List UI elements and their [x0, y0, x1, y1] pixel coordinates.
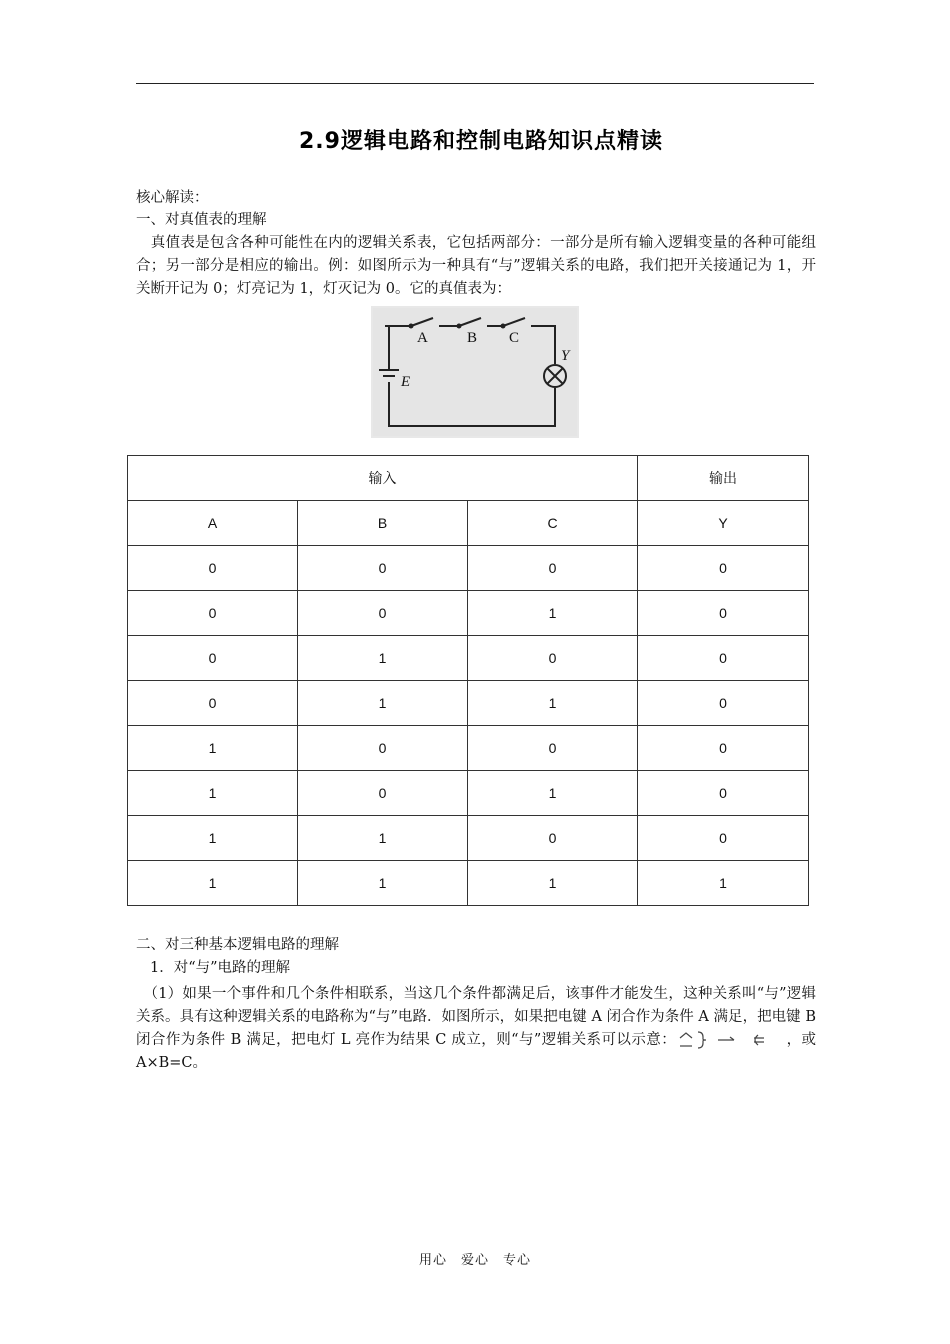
table-row [128, 771, 809, 816]
section-2-title: 二、对三种基本逻辑电路的理解 [136, 937, 339, 953]
table-cell: 0 [638, 591, 809, 636]
truth-table [127, 455, 809, 906]
table-row [128, 636, 809, 681]
table-cell: 0 [298, 591, 468, 636]
table-cell: 1 [638, 861, 809, 906]
table-cell: 0 [468, 636, 638, 681]
table-row [128, 591, 809, 636]
table-cell: 1 [298, 861, 468, 906]
table-cell: 1 [128, 861, 298, 906]
table-cell: 0 [468, 816, 638, 861]
table-cell: 0 [298, 546, 468, 591]
table-header-row [128, 456, 809, 501]
lamp-label: Y [561, 348, 570, 364]
table-cell: 1 [128, 816, 298, 861]
switch-label-a: A [417, 330, 428, 346]
section-1-paragraph: 真值表是包含各种可能性在内的逻辑关系表，它包括两部分：一部分是所有输入逻辑变量的各种可能组合；另一部分是相应的输出。例：如图所示为一种具有“与”逻辑关系的电路，我们把开关接通记为 1，开关断开记为 0；灯亮记为 1，灯灭记为 0。它的真值表为： [136, 235, 816, 297]
section-1-title: 一、对真值表的理解 [136, 212, 267, 228]
input-header: 输入 [128, 456, 638, 501]
and-logic-text: （1）如果一个事件和几个条件相联系，当这几个条件都满足后，该事件才能发生，这种关系叫“与”逻辑关系。具有这种逻辑关系的电路称为“与”电路．如图所示，如果把电键 A 闭合作为条件 A 满足，把电键 B 闭合作为条件 B 满足，把电灯 L 亮作为结果 C 成立，则“与”逻辑关系可以示意： [136, 986, 816, 1048]
table-cell: 1 [298, 681, 468, 726]
table-cell: 1 [128, 726, 298, 771]
table-row [128, 726, 809, 771]
column-header: B [298, 501, 468, 546]
page-title: 2.9逻辑电路和控制电路知识点精读 [299, 129, 663, 154]
table-row [128, 546, 809, 591]
table-cell: 1 [298, 816, 468, 861]
core-heading: 核心解读： [136, 190, 209, 206]
table-cell: 0 [638, 771, 809, 816]
table-cell: 1 [468, 771, 638, 816]
and-logic-text-tail: ，或 A×B=C。 [136, 1032, 817, 1071]
table-cell: 1 [128, 771, 298, 816]
table-cell: 0 [128, 591, 298, 636]
column-header-row [128, 501, 809, 546]
table-cell: 0 [128, 546, 298, 591]
and-logic-paragraph [136, 983, 816, 1075]
switch-label-b: B [467, 330, 478, 346]
table-row [128, 681, 809, 726]
table-cell: 0 [128, 681, 298, 726]
table-cell: 0 [298, 726, 468, 771]
table-cell: 1 [468, 681, 638, 726]
page-footer: 用心 爱心 专心 [418, 1253, 531, 1268]
table-cell: 0 [468, 726, 638, 771]
table-cell: 1 [468, 591, 638, 636]
table-row [128, 816, 809, 861]
table-cell: 0 [128, 636, 298, 681]
table-cell: 0 [638, 546, 809, 591]
output-header: 输出 [638, 456, 809, 501]
table-cell: 1 [468, 861, 638, 906]
table-cell: 0 [638, 636, 809, 681]
table-cell: 0 [468, 546, 638, 591]
and-logic-schematic-icon [676, 1029, 786, 1051]
column-header: Y [638, 501, 809, 546]
header-rule [136, 83, 814, 84]
switch-label-c: C [509, 330, 520, 346]
circuit-diagram [371, 306, 579, 438]
and-circuit-figure [371, 306, 579, 438]
table-cell: 0 [638, 681, 809, 726]
table-cell: 1 [298, 636, 468, 681]
table-cell: 0 [638, 816, 809, 861]
table-cell: 0 [298, 771, 468, 816]
battery-label: E [401, 374, 411, 390]
table-row [128, 861, 809, 906]
table-cell: 0 [638, 726, 809, 771]
subsection-and-title: 1．对“与”电路的理解 [150, 960, 291, 976]
column-header: C [468, 501, 638, 546]
column-header: A [128, 501, 298, 546]
